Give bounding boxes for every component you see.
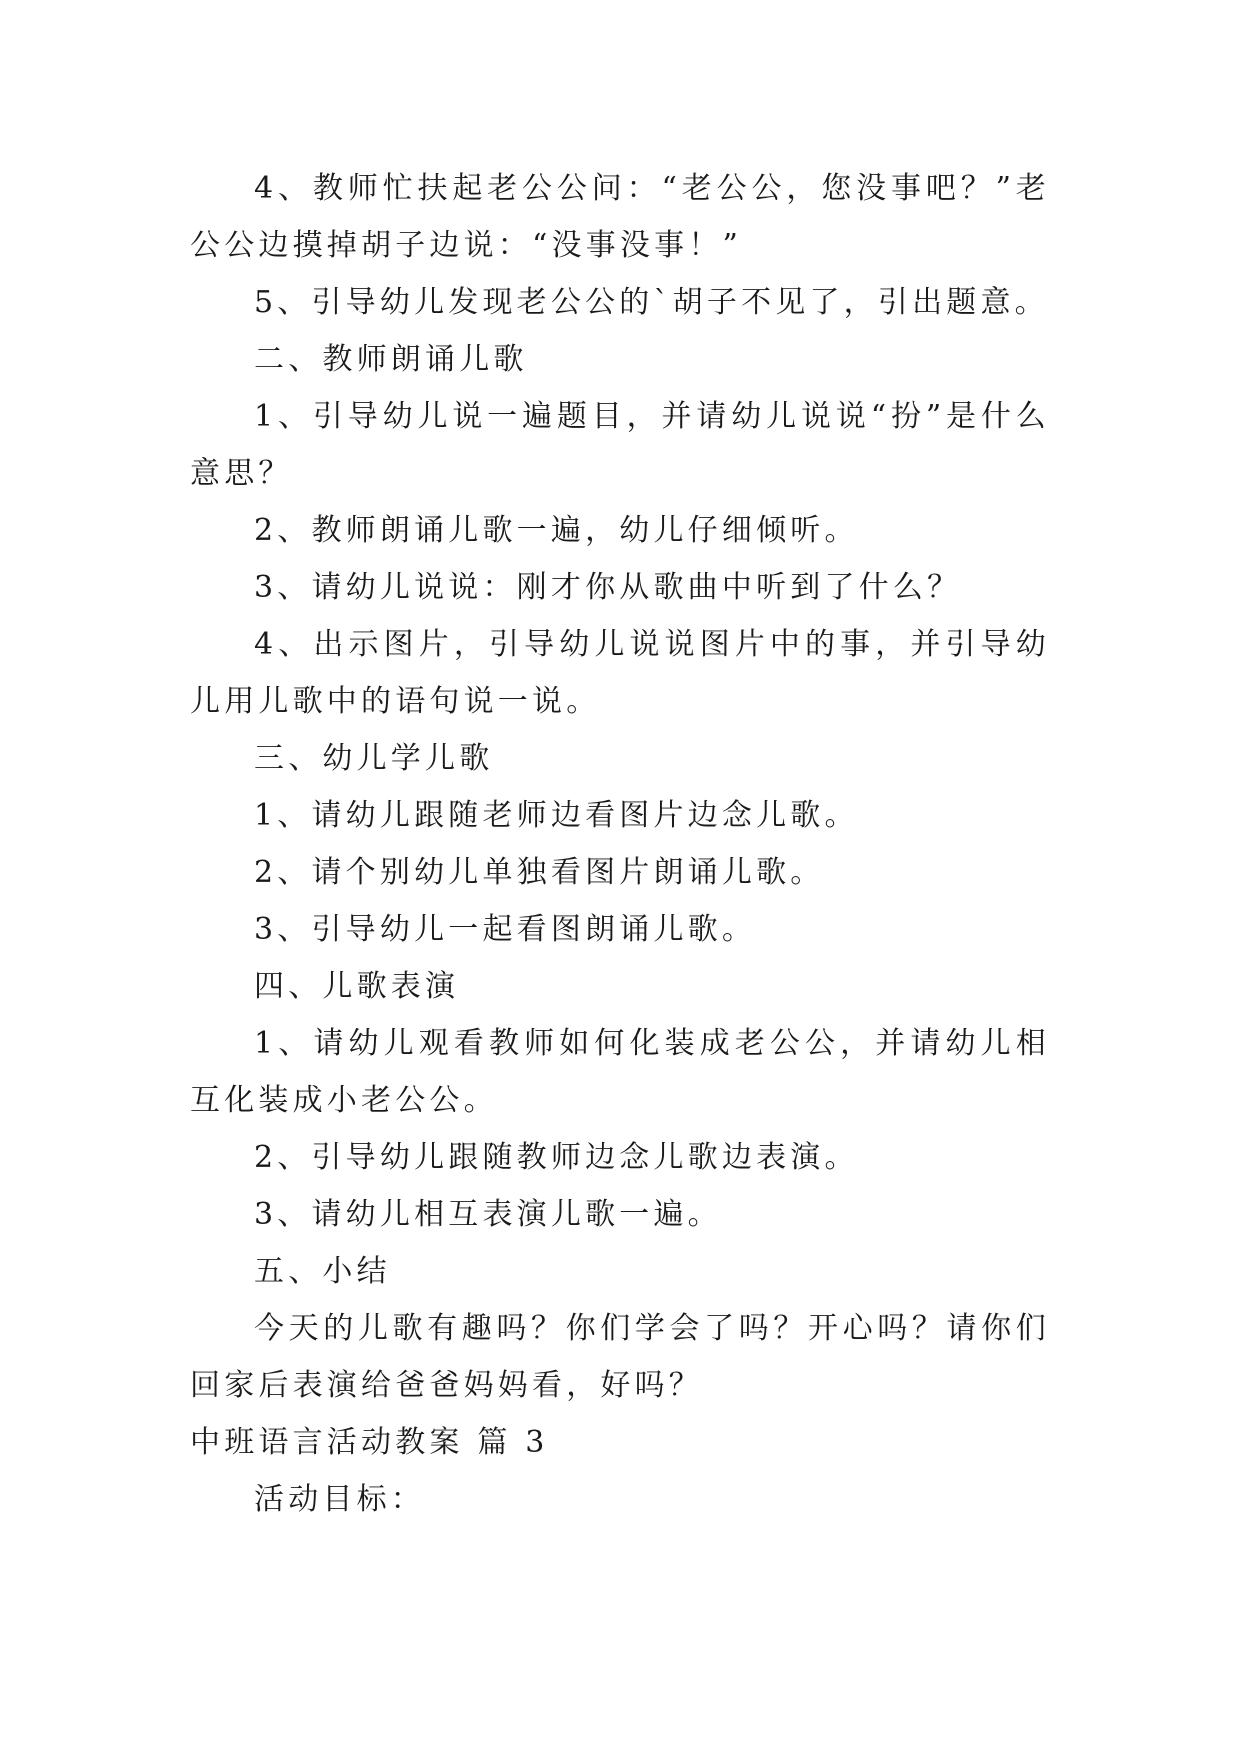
document-page xyxy=(190,160,1050,1528)
document-section-title: 中班语言活动教案 篇 3 xyxy=(190,1425,549,1460)
section-heading: 五、小结 xyxy=(254,1254,391,1289)
paragraph: 3、请幼儿说说：刚才你从歌曲中听到了什么？ xyxy=(254,570,962,605)
paragraph: 3、请幼儿相互表演儿歌一遍。 xyxy=(254,1197,722,1232)
paragraph: 1、请幼儿观看教师如何化装成老公公，并请幼儿相互化装成小老公公。 xyxy=(190,1026,1050,1118)
paragraph: 今天的儿歌有趣吗？你们学会了吗？开心吗？请你们回家后表演给爸爸妈妈看，好吗？ xyxy=(190,1311,1050,1403)
paragraph: 活动目标： xyxy=(254,1482,425,1517)
paragraph: 4、教师忙扶起老公公问：“老公公，您没事吧？”老公公边摸掉胡子边说：“没事没事！” xyxy=(190,171,1050,263)
section-heading: 四、儿歌表演 xyxy=(254,969,460,1004)
paragraph: 3、引导幼儿一起看图朗诵儿歌。 xyxy=(254,912,757,947)
paragraph: 5、引导幼儿发现老公公的`胡子不见了，引出题意。 xyxy=(254,285,1049,320)
section-heading: 三、幼儿学儿歌 xyxy=(254,741,494,776)
paragraph: 2、请个别幼儿单独看图片朗诵儿歌。 xyxy=(254,855,825,890)
paragraph: 1、引导幼儿说一遍题目，并请幼儿说说“扮”是什么意思？ xyxy=(190,399,1050,491)
paragraph: 2、教师朗诵儿歌一遍，幼儿仔细倾听。 xyxy=(254,513,859,548)
paragraph: 2、引导幼儿跟随教师边念儿歌边表演。 xyxy=(254,1140,859,1175)
paragraph: 1、请幼儿跟随老师边看图片边念儿歌。 xyxy=(254,798,859,833)
paragraph: 4、出示图片，引导幼儿说说图片中的事，并引导幼儿用儿歌中的语句说一说。 xyxy=(190,627,1050,719)
section-heading: 二、教师朗诵儿歌 xyxy=(254,342,528,377)
